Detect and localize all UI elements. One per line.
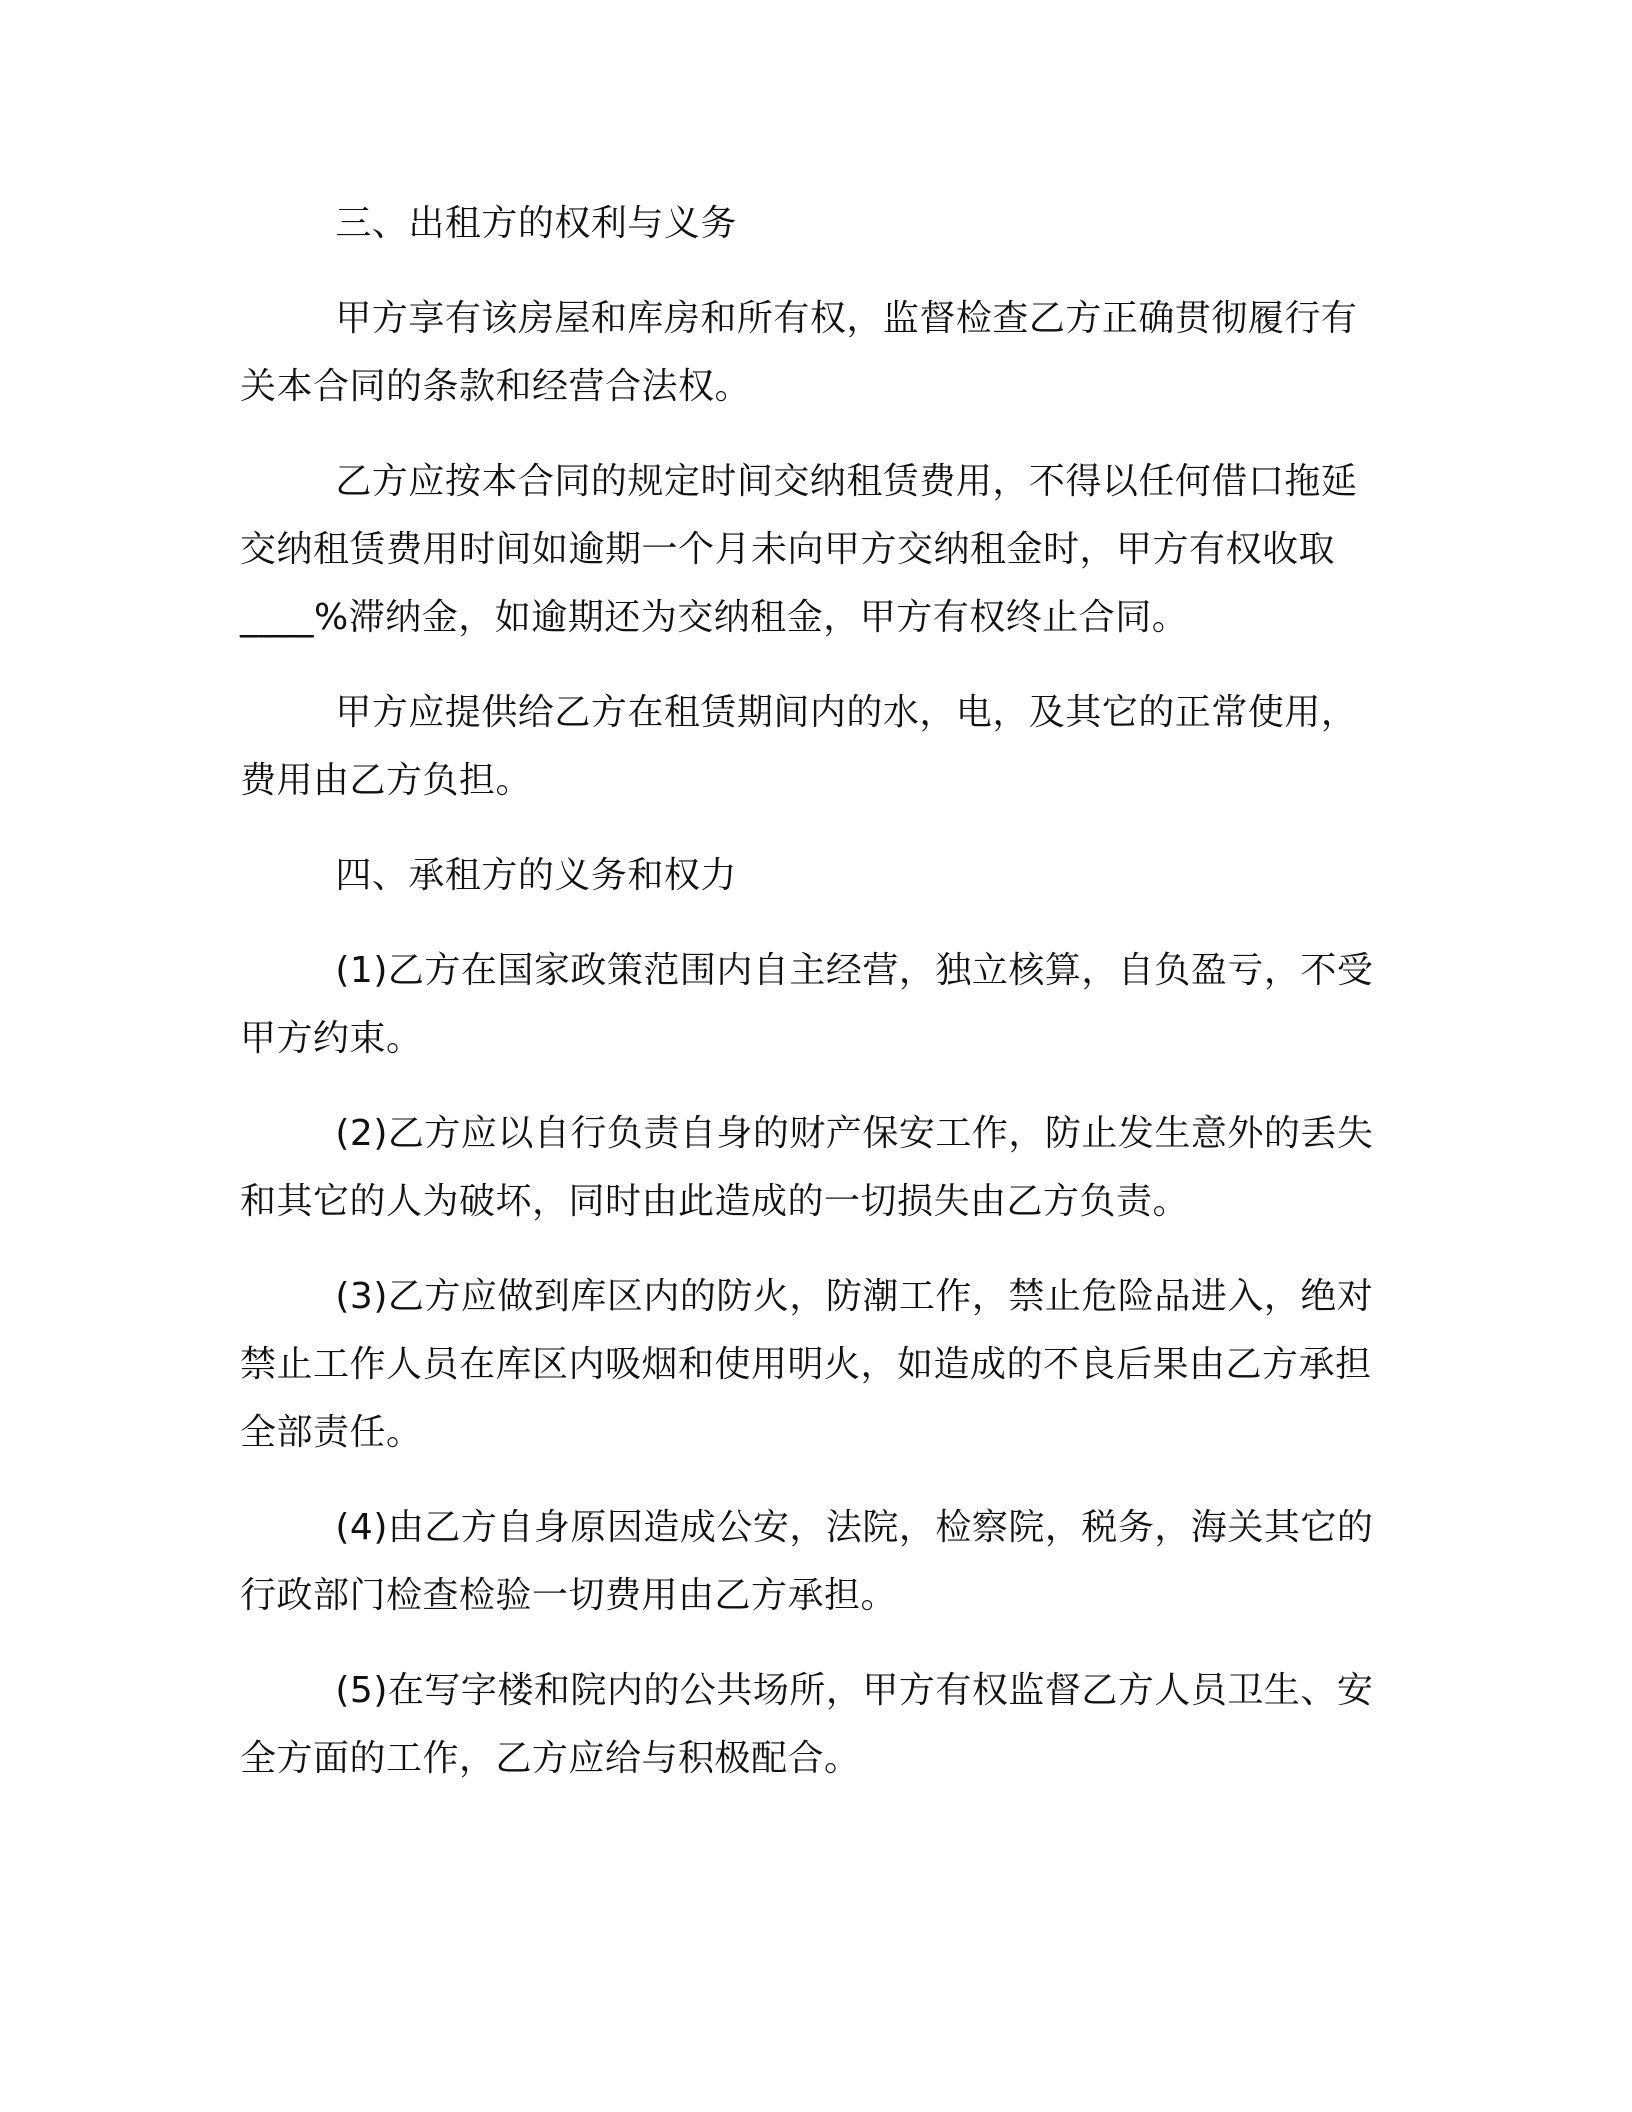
paragraph-clause-5: (5)在写字楼和院内的公共场所，甲方有权监督乙方人员卫生、安全方面的工作，乙方应给与积极配合。 bbox=[240, 1670, 1374, 1779]
paragraph-lessor-ownership: 甲方享有该房屋和库房和所有权，监督检查乙方正确贯彻履行有关本合同的条款和经营合法权。 bbox=[240, 298, 1358, 407]
paragraph-clause-1: (1)乙方在国家政策范围内自主经营，独立核算，自负盈亏，不受甲方约束。 bbox=[240, 950, 1374, 1059]
document-page bbox=[240, 190, 1392, 1820]
section-heading-lessor-rights: 三、出租方的权利与义务 bbox=[335, 203, 737, 244]
paragraph-utilities: 甲方应提供给乙方在租赁期间内的水，电，及其它的正常使用，费用由乙方负担。 bbox=[240, 692, 1358, 801]
section-heading-lessee-obligations: 四、承租方的义务和权力 bbox=[335, 855, 737, 896]
paragraph-clause-2: (2)乙方应以自行负责自身的财产保安工作，防止发生意外的丢失和其它的人为破坏，同时由此造成的一切损失由乙方负责。 bbox=[240, 1113, 1374, 1222]
paragraph-rent-payment: 乙方应按本合同的规定时间交纳租赁费用，不得以任何借口拖延交纳租赁费用时间如逾期一个月未向甲方交纳租金时，甲方有权收取____%滞纳金，如逾期还为交纳租金，甲方有权终止合同。 bbox=[240, 461, 1358, 638]
paragraph-clause-3: (3)乙方应做到库区内的防火，防潮工作，禁止危险品进入，绝对禁止工作人员在库区内吸烟和使用明火，如造成的不良后果由乙方承担全部责任。 bbox=[240, 1276, 1374, 1453]
paragraph-clause-4: (4)由乙方自身原因造成公安，法院，检察院，税务，海关其它的行政部门检查检验一切费用由乙方承担。 bbox=[240, 1507, 1374, 1616]
